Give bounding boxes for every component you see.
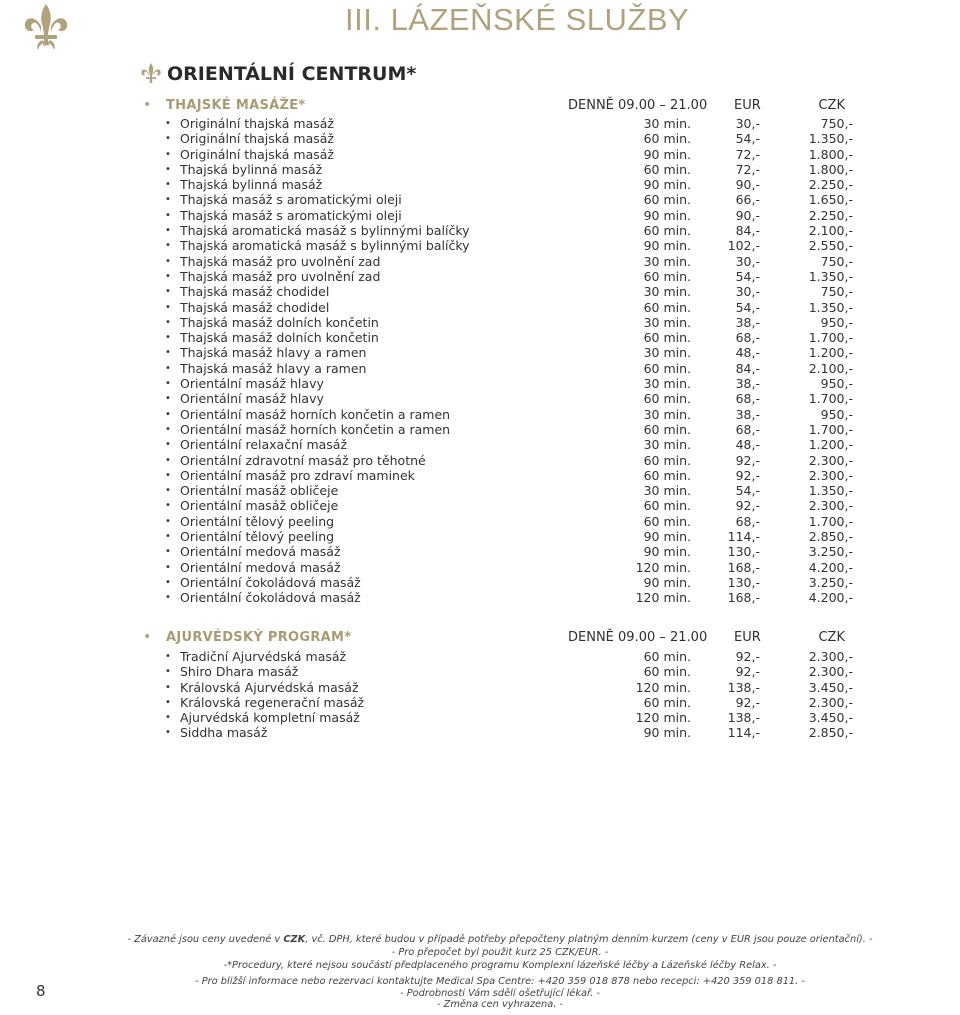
footer-price-change: - Změna cen vyhrazena. - [437, 999, 563, 1010]
service-duration: 120 min. [635, 559, 691, 575]
service-duration: 60 min. [643, 161, 691, 177]
service-name: Orientální čokoládová masáž [180, 590, 361, 606]
bullet-icon: • [165, 423, 171, 435]
price-czk: 750,- [820, 284, 853, 300]
price-czk: 3.250,- [808, 574, 853, 590]
price-row [163, 468, 853, 483]
footer-contact: - Pro bližší informace nebo rezervaci kontaktujte Medical Spa Centre: +420 359 018 878 nebo recepci: +420 359 018 811. - [195, 976, 805, 987]
price-row [163, 330, 853, 345]
price-eur: 138,- [727, 679, 760, 695]
price-eur: 92,- [735, 467, 760, 483]
bullet-icon: • [165, 163, 171, 175]
ayurveda-section-header [143, 630, 853, 646]
price-eur: 54,- [735, 131, 760, 147]
service-name: Orientální masáž obličeje [180, 483, 339, 499]
price-row [163, 238, 853, 253]
price-row [163, 131, 853, 146]
price-eur: 68,- [735, 421, 760, 437]
price-czk: 1.700,- [808, 391, 853, 407]
bullet-icon: • [165, 666, 171, 678]
bullet-icon: • [165, 561, 171, 573]
price-czk: 2.300,- [808, 498, 853, 514]
thai-section-title: THAJSKÉ MASÁŽE* [166, 98, 306, 113]
bullet-icon: • [165, 316, 171, 328]
price-czk: 1.800,- [808, 161, 853, 177]
price-row [163, 208, 853, 223]
bullet-icon: • [165, 681, 171, 693]
price-row [163, 300, 853, 315]
service-name: Orientální relaxační masáž [180, 437, 348, 453]
service-duration: 60 min. [643, 664, 691, 680]
price-eur: 138,- [727, 710, 760, 726]
price-czk: 1.350,- [808, 483, 853, 499]
service-duration: 90 min. [643, 207, 691, 223]
price-row [163, 590, 853, 605]
price-row [163, 664, 853, 679]
service-name: Originální thajská masáž [180, 131, 334, 147]
service-name: Thajská masáž hlavy a ramen [180, 360, 367, 376]
price-czk: 750,- [820, 253, 853, 269]
price-row [163, 284, 853, 299]
price-eur: 168,- [727, 559, 760, 575]
price-eur: 38,- [735, 376, 760, 392]
service-name: Královská Ajurvédská masáž [180, 679, 359, 695]
ayurveda-czk-label: CZK [818, 630, 845, 645]
bullet-icon: • [165, 485, 171, 497]
bullet-icon: • [165, 727, 171, 739]
price-czk: 3.450,- [808, 679, 853, 695]
price-row [163, 529, 853, 544]
ayurveda-eur-label: EUR [734, 630, 761, 645]
price-eur: 130,- [727, 544, 760, 560]
bullet-icon: • [165, 133, 171, 145]
thai-price-list [163, 116, 853, 606]
service-duration: 60 min. [643, 299, 691, 315]
service-duration: 90 min. [643, 529, 691, 545]
service-duration: 90 min. [643, 238, 691, 254]
thai-hours: DENNĚ 09.00 – 21.00 [568, 98, 708, 113]
price-eur: 90,- [735, 207, 760, 223]
bullet-icon: • [165, 531, 171, 543]
bullet-icon: • [165, 255, 171, 267]
price-row [163, 483, 853, 498]
price-row [163, 223, 853, 238]
service-duration: 60 min. [643, 452, 691, 468]
price-czk: 2.300,- [808, 664, 853, 680]
service-duration: 60 min. [643, 360, 691, 376]
price-row [163, 453, 853, 468]
price-eur: 68,- [735, 391, 760, 407]
price-czk: 2.850,- [808, 725, 853, 741]
service-name: Orientální masáž horních končetin a ramen [180, 421, 451, 437]
bullet-icon: • [143, 629, 152, 645]
price-row [163, 192, 853, 207]
price-czk: 2.300,- [808, 467, 853, 483]
bullet-icon: • [165, 712, 171, 724]
price-row [163, 361, 853, 376]
price-row [163, 560, 853, 575]
thai-eur-label: EUR [734, 98, 761, 113]
service-duration: 60 min. [643, 391, 691, 407]
price-eur: 72,- [735, 146, 760, 162]
service-duration: 30 min. [643, 406, 691, 422]
service-duration: 120 min. [635, 710, 691, 726]
service-name: Siddha masáž [180, 725, 268, 741]
price-czk: 2.300,- [808, 694, 853, 710]
price-eur: 72,- [735, 161, 760, 177]
bullet-icon: • [165, 378, 171, 390]
bullet-icon: • [165, 515, 171, 527]
price-eur: 84,- [735, 223, 760, 239]
footnote-currency-pre: - Závazné jsou ceny uvedené v [127, 934, 284, 945]
service-duration: 60 min. [643, 694, 691, 710]
footnotes [100, 933, 900, 972]
bullet-icon: • [165, 439, 171, 451]
price-row [163, 514, 853, 529]
price-czk: 2.100,- [808, 360, 853, 376]
price-czk: 1.800,- [808, 146, 853, 162]
price-row [163, 407, 853, 422]
footer-info [100, 976, 900, 1011]
service-name: Orientální čokoládová masáž [180, 574, 361, 590]
price-eur: 114,- [727, 529, 760, 545]
service-duration: 60 min. [643, 192, 691, 208]
price-czk: 950,- [820, 376, 853, 392]
price-czk: 1.650,- [808, 192, 853, 208]
fleur-de-lis-logo-icon [22, 2, 70, 54]
price-czk: 4.200,- [808, 559, 853, 575]
service-duration: 60 min. [643, 223, 691, 239]
price-eur: 68,- [735, 513, 760, 529]
service-duration: 60 min. [643, 131, 691, 147]
price-eur: 92,- [735, 498, 760, 514]
service-duration: 60 min. [643, 268, 691, 284]
price-eur: 102,- [727, 238, 760, 254]
service-name: Orientální tělový peeling [180, 513, 335, 529]
price-czk: 4.200,- [808, 590, 853, 606]
bullet-icon: • [165, 347, 171, 359]
service-name: Thajská masáž chodidel [180, 284, 330, 300]
bullet-icon: • [165, 393, 171, 405]
price-row [163, 269, 853, 284]
price-row [163, 575, 853, 590]
price-eur: 168,- [727, 590, 760, 606]
service-name: Shiro Dhara masáž [180, 664, 299, 680]
price-eur: 92,- [735, 664, 760, 680]
thai-section-header [143, 98, 853, 114]
price-czk: 3.250,- [808, 544, 853, 560]
bullet-icon: • [165, 454, 171, 466]
bullet-icon: • [165, 469, 171, 481]
service-duration: 90 min. [643, 544, 691, 560]
ayurveda-hours: DENNĚ 09.00 – 21.00 [568, 630, 708, 645]
service-name: Thajská masáž s aromatickými oleji [180, 207, 402, 223]
service-name: Thajská bylinná masáž [180, 161, 323, 177]
bullet-icon: • [165, 592, 171, 604]
service-name: Orientální masáž obličeje [180, 498, 339, 514]
price-row [163, 391, 853, 406]
bullet-icon: • [165, 148, 171, 160]
service-name: Originální thajská masáž [180, 146, 334, 162]
service-duration: 30 min. [643, 345, 691, 361]
service-name: Královská regenerační masáž [180, 694, 365, 710]
service-name: Thajská aromatická masáž s bylinnými balíčky [180, 238, 470, 254]
service-name: Thajská aromatická masáž s bylinnými balíčky [180, 223, 470, 239]
service-name: Orientální masáž hlavy [180, 391, 324, 407]
price-czk: 2.300,- [808, 452, 853, 468]
service-name: Thajská masáž pro uvolnění zad [180, 253, 381, 269]
bullet-icon: • [165, 362, 171, 374]
price-czk: 1.350,- [808, 299, 853, 315]
price-row [163, 116, 853, 131]
price-row [163, 437, 853, 452]
bullet-icon: • [165, 500, 171, 512]
price-row [163, 680, 853, 695]
price-eur: 48,- [735, 437, 760, 453]
price-czk: 1.700,- [808, 513, 853, 529]
service-duration: 60 min. [643, 467, 691, 483]
bullet-icon: • [165, 546, 171, 558]
price-eur: 38,- [735, 314, 760, 330]
service-name: Orientální zdravotní masáž pro těhotné [180, 452, 426, 468]
service-duration: 90 min. [643, 146, 691, 162]
price-row [163, 162, 853, 177]
price-eur: 54,- [735, 483, 760, 499]
bullet-icon: • [165, 286, 171, 298]
price-row [163, 177, 853, 192]
bullet-icon: • [165, 408, 171, 420]
footnote-procedures: -*Procedury, které nejsou součástí předplaceného programu Komplexní lázeňské léčby a Lázeňské léčby Relax. - [223, 960, 777, 971]
bullet-icon: • [165, 179, 171, 191]
bullet-icon: • [165, 301, 171, 313]
service-name: Orientální tělový peeling [180, 529, 335, 545]
service-name: Thajská masáž s aromatickými oleji [180, 192, 402, 208]
service-name: Thajská masáž hlavy a ramen [180, 345, 367, 361]
price-row [163, 315, 853, 330]
price-czk: 1.200,- [808, 345, 853, 361]
price-eur: 90,- [735, 177, 760, 193]
price-czk: 2.850,- [808, 529, 853, 545]
price-row [163, 695, 853, 710]
service-duration: 30 min. [643, 116, 691, 131]
price-eur: 30,- [735, 253, 760, 269]
price-eur: 68,- [735, 330, 760, 346]
price-eur: 92,- [735, 649, 760, 664]
service-name: Thajská masáž chodidel [180, 299, 330, 315]
service-duration: 30 min. [643, 437, 691, 453]
bullet-icon: • [165, 651, 171, 662]
service-duration: 60 min. [643, 330, 691, 346]
service-duration: 60 min. [643, 421, 691, 437]
price-eur: 54,- [735, 268, 760, 284]
service-duration: 60 min. [643, 498, 691, 514]
price-eur: 130,- [727, 574, 760, 590]
service-duration: 30 min. [643, 483, 691, 499]
service-duration: 60 min. [643, 649, 691, 664]
price-row [163, 422, 853, 437]
price-eur: 54,- [735, 299, 760, 315]
service-duration: 120 min. [635, 590, 691, 606]
price-eur: 48,- [735, 345, 760, 361]
bullet-icon: • [165, 118, 171, 129]
service-duration: 30 min. [643, 376, 691, 392]
price-eur: 114,- [727, 725, 760, 741]
service-duration: 90 min. [643, 177, 691, 193]
price-eur: 30,- [735, 116, 760, 131]
footnote-currency-bold: CZK [283, 934, 306, 945]
footnote-currency [100, 933, 900, 946]
service-name: Orientální masáž horních končetin a ramen [180, 406, 451, 422]
service-name: Thajská masáž pro uvolnění zad [180, 268, 381, 284]
price-czk: 1.700,- [808, 421, 853, 437]
thai-czk-label: CZK [818, 98, 845, 113]
price-row [163, 376, 853, 391]
service-name: Originální thajská masáž [180, 116, 334, 131]
price-czk: 2.100,- [808, 223, 853, 239]
price-czk: 1.350,- [808, 131, 853, 147]
footer-doctor: - Podrobnosti Vám sdělí ošetřující lékař. - [400, 987, 600, 999]
service-name: Thajská masáž dolních končetin [180, 314, 379, 330]
price-row [163, 710, 853, 725]
footnote-currency-post: , vč. DPH, které budou v případě potřeby přepočteny platným denním kurzem (ceny v EUR jsou pouze orientační). - [305, 934, 873, 945]
service-name: Thajská bylinná masáž [180, 177, 323, 193]
price-row [163, 147, 853, 162]
service-name: Tradiční Ajurvédská masáž [180, 649, 347, 664]
price-eur: 92,- [735, 694, 760, 710]
price-czk: 1.200,- [808, 437, 853, 453]
price-czk: 2.250,- [808, 207, 853, 223]
bullet-icon: • [165, 225, 171, 237]
service-duration: 30 min. [643, 314, 691, 330]
service-duration: 90 min. [643, 725, 691, 741]
service-duration: 90 min. [643, 574, 691, 590]
price-row [163, 345, 853, 360]
service-duration: 30 min. [643, 284, 691, 300]
service-name: Orientální masáž pro zdraví maminek [180, 467, 415, 483]
price-czk: 2.550,- [808, 238, 853, 254]
service-name: Orientální masáž hlavy [180, 376, 324, 392]
bullet-icon: • [165, 240, 171, 252]
service-name: Orientální medová masáž [180, 544, 341, 560]
section-title: ORIENTÁLNÍ CENTRUM* [167, 63, 417, 85]
price-czk: 950,- [820, 314, 853, 330]
price-czk: 2.250,- [808, 177, 853, 193]
price-eur: 38,- [735, 406, 760, 422]
price-czk: 950,- [820, 406, 853, 422]
price-row [163, 544, 853, 559]
service-name: Ajurvédská kompletní masáž [180, 710, 360, 726]
service-name: Thajská masáž dolních končetin [180, 330, 379, 346]
section-heading [140, 62, 416, 86]
bullet-icon: • [165, 209, 171, 221]
fleur-de-lis-icon [140, 62, 162, 86]
price-czk: 750,- [820, 116, 853, 131]
price-row [163, 725, 853, 740]
price-eur: 66,- [735, 192, 760, 208]
ayurveda-section-title: AJURVÉDSKÝ PROGRAM* [166, 630, 352, 645]
bullet-icon: • [143, 97, 152, 113]
service-name: Orientální medová masáž [180, 559, 341, 575]
service-duration: 120 min. [635, 679, 691, 695]
service-duration: 60 min. [643, 513, 691, 529]
price-czk: 1.350,- [808, 268, 853, 284]
page-title: III. LÁZEŇSKÉ SLUŽBY [345, 2, 690, 37]
price-eur: 30,- [735, 284, 760, 300]
price-czk: 2.300,- [808, 649, 853, 664]
price-czk: 1.700,- [808, 330, 853, 346]
bullet-icon: • [165, 696, 171, 708]
ayurveda-price-list [163, 649, 853, 741]
page-number: 8 [36, 982, 46, 1000]
bullet-icon: • [165, 576, 171, 588]
price-eur: 84,- [735, 360, 760, 376]
price-czk: 3.450,- [808, 710, 853, 726]
price-eur: 92,- [735, 452, 760, 468]
footnote-rate: - Pro přepočet byl použit kurz 25 CZK/EUR. - [391, 947, 609, 958]
service-duration: 30 min. [643, 253, 691, 269]
bullet-icon: • [165, 332, 171, 344]
price-row [163, 254, 853, 269]
bullet-icon: • [165, 194, 171, 206]
bullet-icon: • [165, 270, 171, 282]
price-row [163, 498, 853, 513]
price-row [163, 649, 853, 664]
